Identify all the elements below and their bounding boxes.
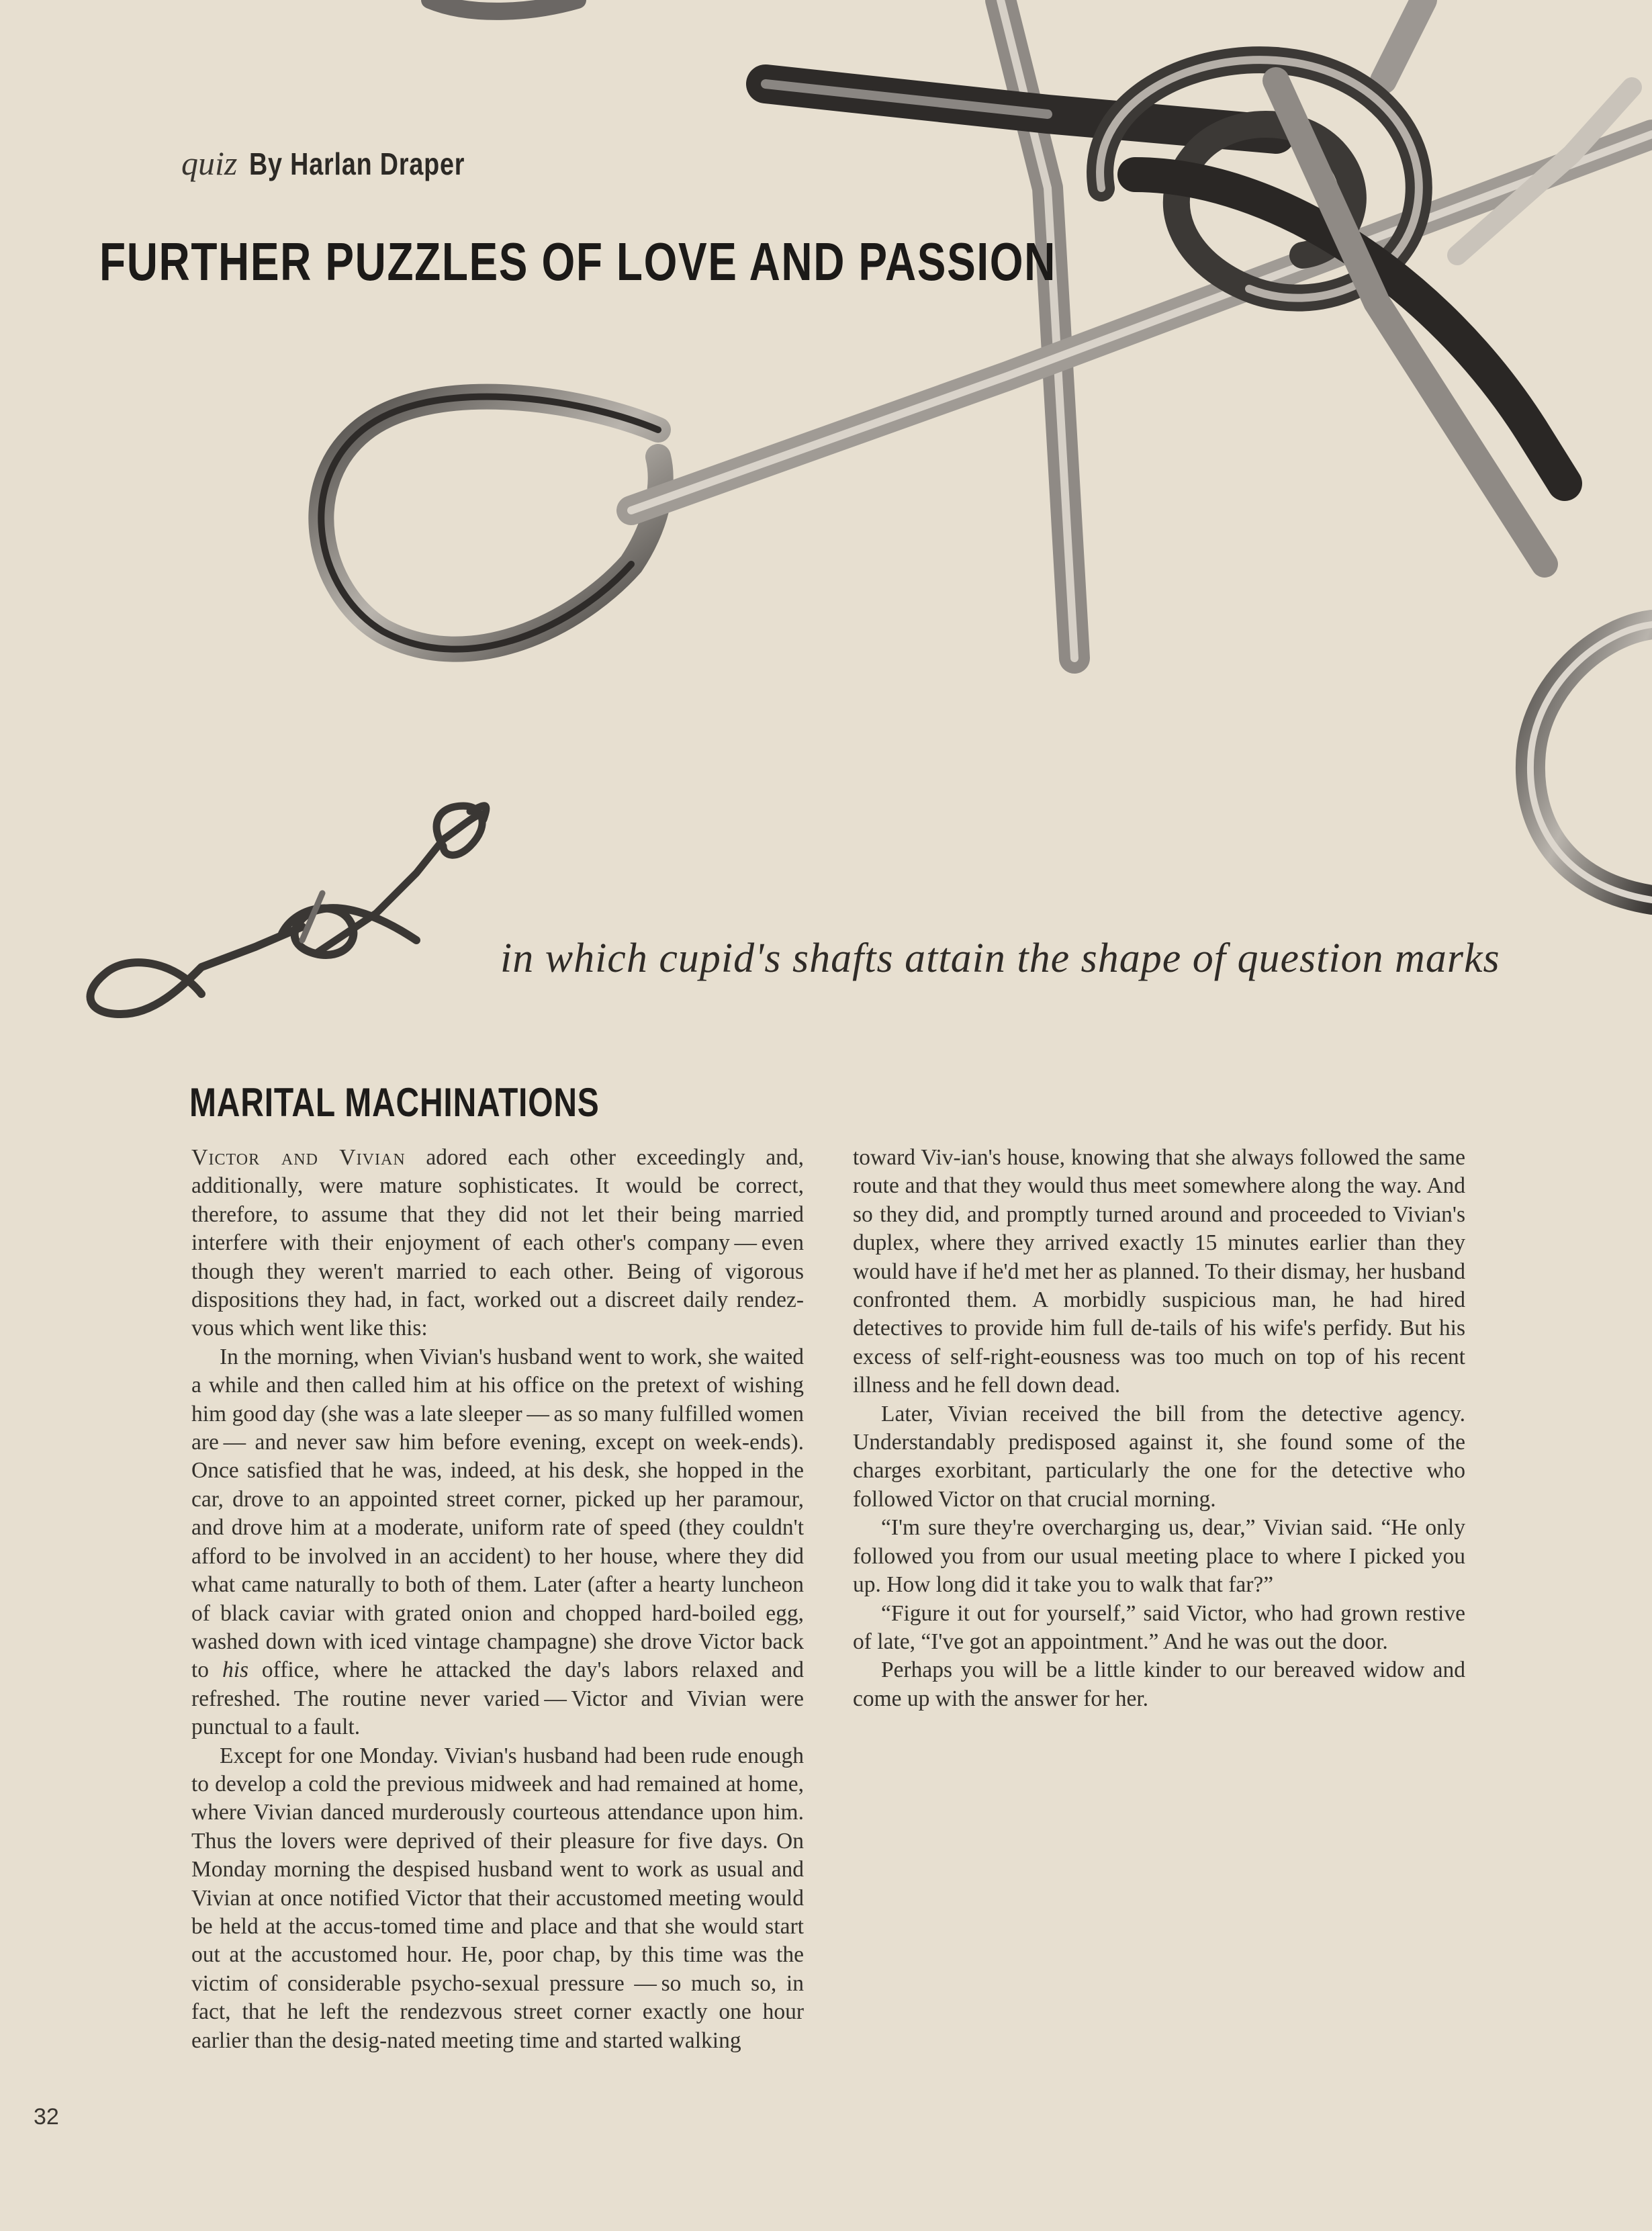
paragraph: In the morning, when Vivian's husband went to work, she waited a while and then called him at his office on the pretext of wishing him good day (she was a late sleeper — as so many fulfilled women are — and never saw him before evening, except on week-ends). Once satisfied that he was, indeed, at his desk, she hopped in the car, drove to an appointed street corner, picked up her paramour, and drove him at a moderate, uniform rate of speed (they couldn't afford to be involved in an accident) to her house, where they did what came naturally to both of them. Later (after a hearty luncheon of black caviar with grated onion and chopped hard-boiled egg, washed down with iced vintage champagne) she drove Victor back to his office, where he attacked the day's labors relaxed and refreshed. The routine never varied — Victor and Vivian were punctual to a fault.: [191, 1344, 804, 1740]
paragraph: Victor and Vivian adored each other exceedingly and, additionally, were mature sophisticates. It would be correct, therefore, to assume that they did not let their being married interfere with their enjoyment of each other's company — even though they weren't married to each other. Being of vigorous dispositions they had, in fact, worked out a discreet daily rendez-vous which went like this:: [191, 1145, 804, 1341]
paragraph: Perhaps you will be a little kinder to our bereaved widow and come up with the answer for her.: [853, 1657, 1465, 1711]
paragraph: Except for one Monday. Vivian's husband had been rude enough to develop a cold the previous midweek and had remained at home, where Vivian danced murderously courteous attendance upon him. Thus the lovers were deprived of their pleasure for five days. On Monday morning the despised husband went to work as usual and Vivian at once notified Victor that their accustomed meeting would be held at the accus-tomed time and place and that she would start out at the accustomed hour. He, poor chap, by this time was the victim of considerable psycho-sexual pressure — so much so, in fact, that he left the rendezvous street corner exactly one hour earlier than the desig-nated meeting time and started walking: [191, 1743, 804, 2053]
small-wire-puzzle: [90, 806, 486, 1014]
byline: [181, 146, 512, 180]
article-subtitle: in which cupid's shafts attain the shape of question marks: [500, 936, 1500, 981]
paragraph: “I'm sure they're overcharging us, dear,” Vivian said. “He only followed you from our usual meeting place to where I picked you up. How long did it take you to walk that far?”: [853, 1515, 1465, 1598]
article-title: FURTHER PUZZLES OF LOVE AND PASSION: [99, 232, 1056, 291]
section-heading: MARITAL MACHINATIONS: [189, 1080, 600, 1125]
paragraph: “Figure it out for yourself,” said Victor, who had grown restive of late, “I've got an appointment.” And he was out the door.: [853, 1600, 1465, 1654]
paragraph: Later, Vivian received the bill from the detective agency. Understandably predisposed against it, she found some of the charges exorbitant, particularly the one for the detective who followed Victor on that crucial morning.: [853, 1401, 1465, 1512]
author-name: By Harlan Draper: [249, 146, 465, 181]
lead-in: Victor and Vivian: [191, 1145, 406, 1170]
paragraph-continued: toward Viv-ian's house, knowing that she always followed the same route and that they would thus meet somewhere along the way. And so they did, and promptly turned around and proceeded to Vivian's duplex, where they arrived exactly 15 minutes earlier than they would have if he'd met her as planned. To their dismay, her husband confronted them. A morbidly suspicious man, he had hired detectives to provide him full de-tails of his wife's perfidy. But his excess of self-right-eousness was too much on top of his recent illness and he fell down dead.: [853, 1145, 1465, 1398]
quiz-label: quiz: [181, 144, 238, 182]
body-text: [191, 1144, 804, 2055]
body-text-column-2: [853, 1144, 1465, 1713]
emphasis: his: [222, 1657, 249, 1683]
large-wire-puzzle: [321, 0, 1652, 900]
page-number: 32: [34, 2104, 59, 2130]
